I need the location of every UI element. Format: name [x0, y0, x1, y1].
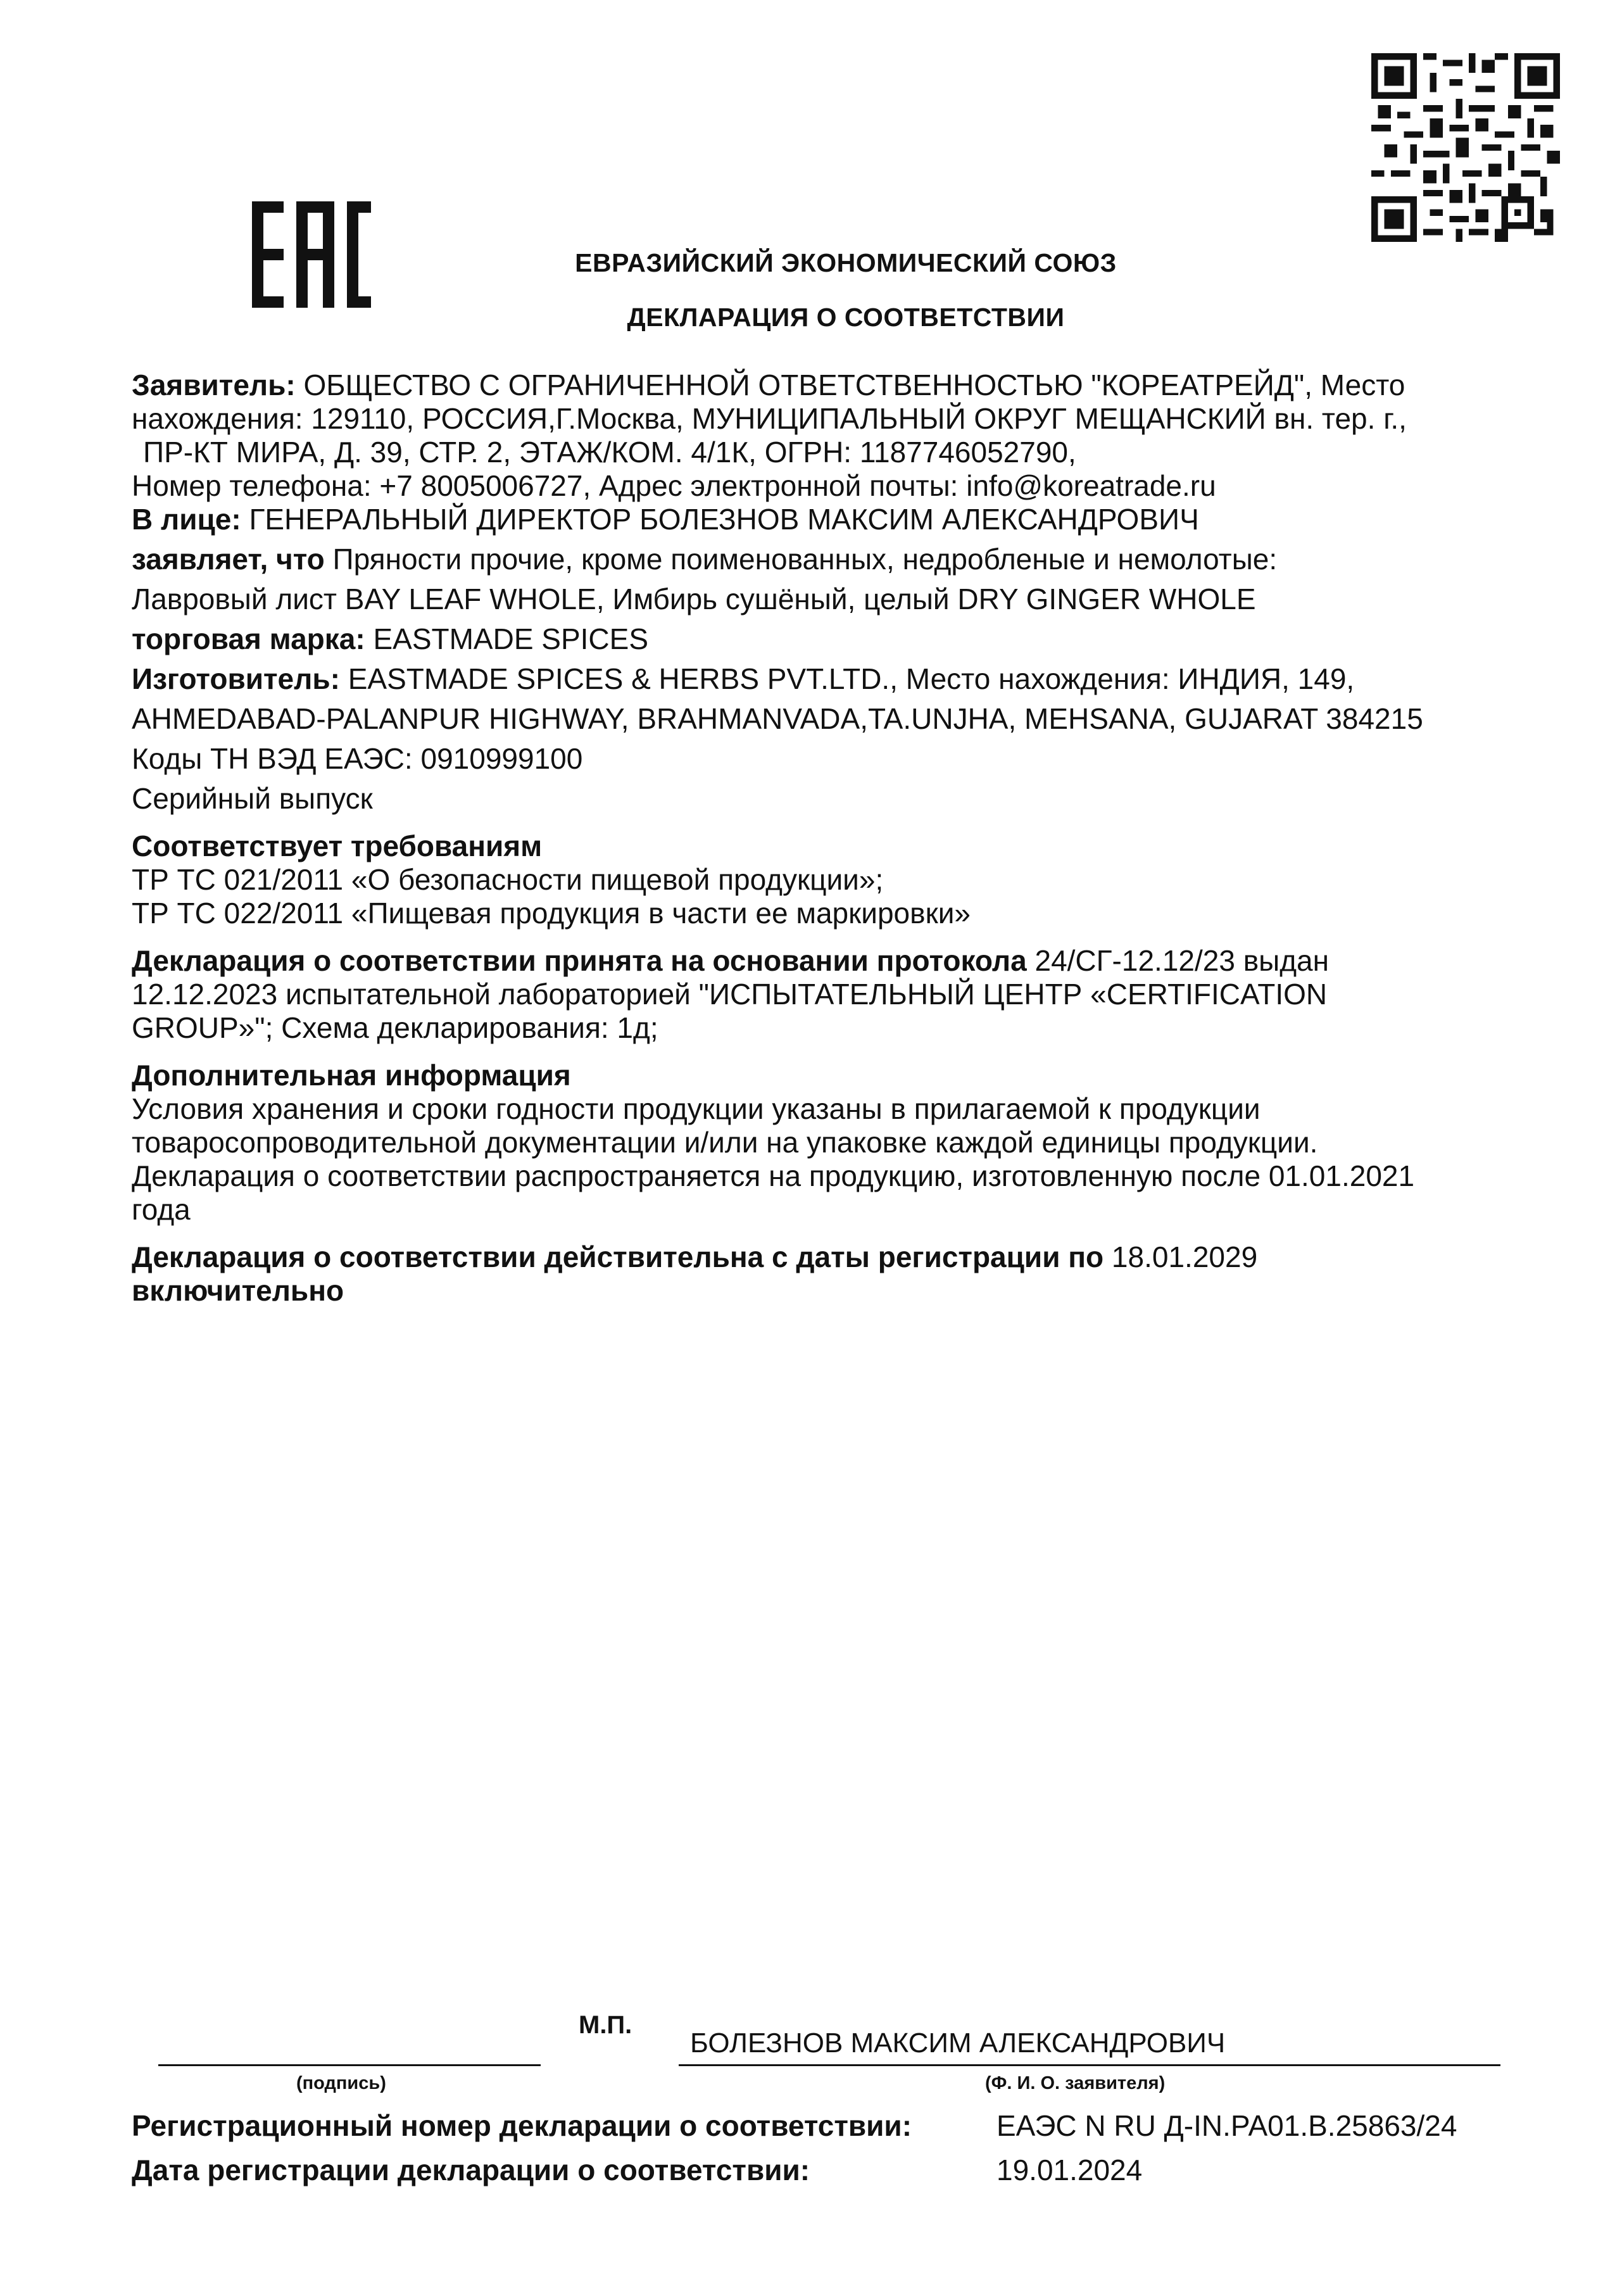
applicant-line-1 — [132, 369, 1531, 402]
codes-line: Коды ТН ВЭД ЕАЭС: 0910999100 — [132, 742, 583, 775]
applicant-label: Заявитель: — [132, 369, 296, 401]
manufacturer-line-1 — [132, 662, 1531, 696]
registration-date-label: Дата регистрации декларации о соответствии: — [132, 2154, 810, 2186]
signature-caption: (подпись) — [296, 2073, 386, 2093]
signatory-name-line — [679, 2064, 1500, 2066]
additional-line-1: Условия хранения и сроки годности продукции указаны в прилагаемой к продукции — [132, 1092, 1261, 1125]
signatory-caption: (Ф. И. О. заявителя) — [985, 2073, 1166, 2093]
declares-label: заявляет, что — [132, 543, 325, 576]
additional-line-2: товаросопроводительной документации и/или на упаковке каждой единицы продукции. — [132, 1126, 1318, 1159]
validity-date: 18.01.2029 — [1103, 1240, 1258, 1273]
document-title: ДЕКЛАРАЦИЯ О СООТВЕТСТВИИ — [627, 303, 1065, 332]
basis-label: Декларация о соответствии принята на основании протокола — [132, 944, 1027, 977]
validity-line-2: включительно — [132, 1274, 344, 1307]
registration-number-label: Регистрационный номер декларации о соответствии: — [132, 2109, 912, 2142]
signatory-name: БОЛЕЗНОВ МАКСИМ АЛЕКСАНДРОВИЧ — [690, 2028, 1226, 2059]
registration-date-value: 19.01.2024 — [996, 2154, 1143, 2186]
trademark-value: EASTMADE SPICES — [365, 622, 649, 655]
signature-line — [158, 2064, 541, 2066]
applicant-line-2: нахождения: 129110, РОССИЯ,Г.Москва, МУНИЦИПАЛЬНЫЙ ОКРУГ МЕЩАНСКИЙ вн. тер. г., — [132, 402, 1407, 435]
validity-label: Декларация о соответствии действительна с даты регистрации по — [132, 1240, 1104, 1273]
requirements-label: Соответствует требованиям — [132, 829, 543, 862]
applicant-line-3: ПР-КТ МИРА, Д. 39, СТР. 2, ЭТАЖ/КОМ. 4/1К, ОГРН: 1187746052790, — [143, 436, 1076, 469]
trademark-line — [132, 622, 1531, 656]
applicant-value: ОБЩЕСТВО С ОГРАНИЧЕННОЙ ОТВЕТСТВЕННОСТЬЮ "КОРЕАТРЕЙД", Место — [295, 369, 1405, 401]
trademark-label: торговая марка: — [132, 622, 365, 655]
basis-line-3: GROUP»"; Схема декларирования: 1д; — [132, 1011, 658, 1044]
declares-line-2: Лавровый лист BAY LEAF WHOLE, Имбирь сушёный, целый DRY GINGER WHOLE — [132, 583, 1256, 615]
additional-line-4: года — [132, 1193, 191, 1226]
basis-value: 24/СГ-12.12/23 выдан — [1026, 944, 1330, 977]
applicant-line-4: Номер телефона: +7 8005006727, Адрес электронной почты: info@koreatrade.ru — [132, 469, 1216, 502]
person-value: ГЕНЕРАЛЬНЫЙ ДИРЕКТОР БОЛЕЗНОВ МАКСИМ АЛЕКСАНДРОВИЧ — [241, 503, 1199, 536]
declares-line-1 — [132, 543, 1531, 576]
manufacturer-value: EASTMADE SPICES & HERBS PVT.LTD., Место нахождения: ИНДИЯ, 149, — [339, 662, 1355, 695]
serial-line: Серийный выпуск — [132, 782, 373, 815]
declaration-body — [132, 369, 1531, 1308]
additional-line-3: Декларация о соответствии распространяется на продукцию, изготовленную после 01.01.2021 — [132, 1159, 1415, 1192]
requirements-line-2: ТР ТС 022/2011 «Пищевая продукция в части ее маркировки» — [132, 897, 971, 930]
union-title: ЕВРАЗИЙСКИЙ ЭКОНОМИЧЕСКИЙ СОЮЗ — [575, 248, 1117, 277]
basis-line-2: 12.12.2023 испытательной лабораторией "ИСПЫТАТЕЛЬНЫЙ ЦЕНТР «CERTIFICATION — [132, 978, 1328, 1011]
declares-value: Пряности прочие, кроме поименованных, недробленые и немолотые: — [324, 543, 1278, 576]
validity-line-1 — [132, 1240, 1531, 1274]
manufacturer-line-2: AHMEDABAD-PALANPUR HIGHWAY, BRAHMANVADA,TA.UNJHA, MEHSANA, GUJARAT 384215 — [132, 702, 1423, 735]
additional-label: Дополнительная информация — [132, 1059, 571, 1092]
requirements-line-1: ТР ТС 021/2011 «О безопасности пищевой продукции»; — [132, 863, 884, 896]
person-line — [132, 503, 1531, 536]
manufacturer-label: Изготовитель: — [132, 662, 340, 695]
qr-code — [1371, 53, 1560, 242]
stamp-placeholder: М.П. — [579, 2011, 632, 2039]
basis-line-1 — [132, 944, 1531, 978]
registration-number-value: ЕАЭС N RU Д-IN.РА01.В.25863/24 — [996, 2109, 1457, 2142]
person-label: В лице: — [132, 503, 241, 536]
